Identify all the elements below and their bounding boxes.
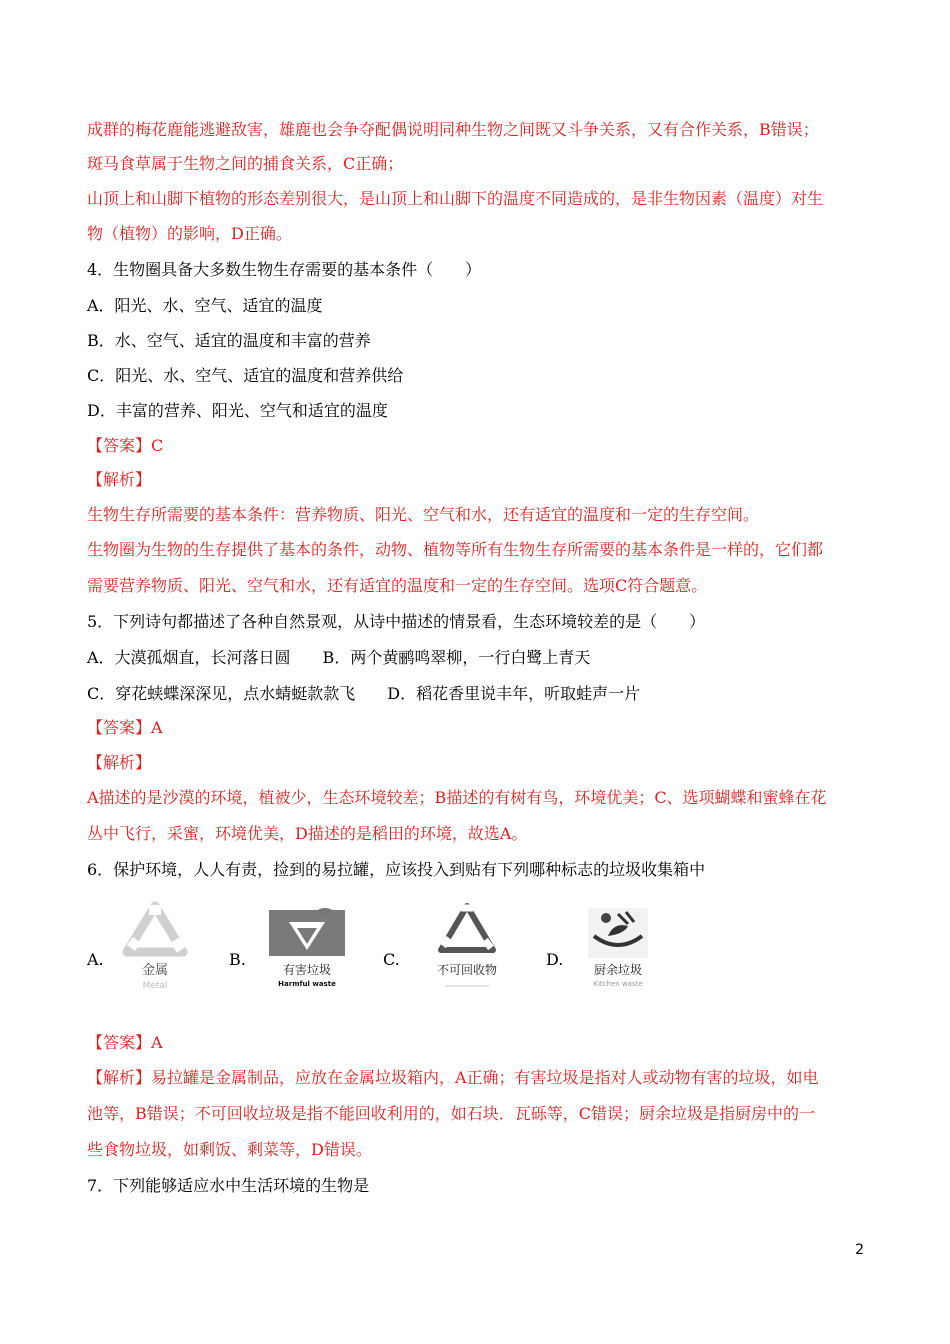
q5-options-ab: A．大漠孤烟直，长河落日圆 B．两个黄鹂鸣翠柳，一行白鹭上青天 xyxy=(87,648,591,667)
q6-choice-c xyxy=(383,896,523,996)
q4-answer: 【答案】C xyxy=(87,436,164,455)
q3-analysis-line2: 斑马食草属于生物之间的捕食关系，C正确； xyxy=(87,154,404,173)
q4-analysis-line1: 生物生存所需要的基本条件：营养物质、阳光、空气和水，还有适宜的温度和一定的生存空间。 xyxy=(87,505,760,524)
q6-choice-a xyxy=(87,896,227,996)
q4-analysis-line2: 生物圈为生物的生存提供了基本的条件，动物、植物等所有生物生存所需要的基本条件是一样的，它们都 xyxy=(87,540,824,559)
q7-stem: 7．下列能够适应水中生活环境的生物是 xyxy=(87,1176,370,1195)
q4-option-d: D．丰富的营养、阳光、空气和适宜的温度 xyxy=(87,401,388,420)
harmful-waste-icon xyxy=(267,896,347,992)
q3-analysis-line3: 山顶上和山脚下植物的形态差别很大，是山顶上和山脚下的温度不同造成的，是非生物因素（温度）对生 xyxy=(87,189,824,208)
q4-option-c: C．阳光、水、空气、适宜的温度和营养供给 xyxy=(87,366,404,385)
metal-recycle-icon xyxy=(115,896,195,992)
q4-option-b: B．水、空气、适宜的温度和丰富的营养 xyxy=(87,331,371,350)
q4-option-a: A．阳光、水、空气、适宜的温度 xyxy=(87,296,323,315)
q5-answer: 【答案】A xyxy=(87,718,163,737)
non-recyclable-icon xyxy=(427,896,507,992)
q3-analysis-line1: 成群的梅花鹿能逃避敌害，雄鹿也会争夺配偶说明同种生物之间既又斗争关系，又有合作关系，B错误； xyxy=(87,120,819,139)
q6-answer: 【答案】A xyxy=(87,1033,163,1052)
q5-analysis-line2: 丛中飞行，采蜜，环境优美，D描述的是稻田的环境，故选A。 xyxy=(87,824,528,843)
q5-stem: 5．下列诗句都描述了各种自然景观，从诗中描述的情景看，生态环境较差的是（ ） xyxy=(87,612,706,631)
q4-stem: 4．生物圈具备大多数生物生存需要的基本条件（ ） xyxy=(87,260,482,279)
q3-analysis-line4: 物（植物）的影响，D正确。 xyxy=(87,224,292,243)
harmful-label-cn: 有害垃圾 xyxy=(282,963,332,977)
metal-label-cn: 金属 xyxy=(141,963,169,978)
kitchen-label-cn: 厨余垃圾 xyxy=(593,963,643,977)
page-number: 2 xyxy=(855,1242,864,1258)
metal-label-en: Metal xyxy=(142,981,168,991)
choice-letter: D. xyxy=(546,950,564,969)
q6-analysis-line3: 些食物垃圾，如剩饭、剩菜等，D错误。 xyxy=(87,1140,372,1159)
q6-choice-d xyxy=(546,896,686,996)
q6-choice-b xyxy=(229,896,369,996)
q4-analysis-line3: 需要营养物质、阳光、空气和水，还有适宜的温度和一定的生存空间。选项C符合题意。 xyxy=(87,576,708,595)
non-recyclable-label-cn: 不可回收物 xyxy=(436,963,498,977)
kitchen-waste-icon xyxy=(578,896,658,992)
q4-analysis-label: 【解析】 xyxy=(87,470,152,489)
q6-analysis-line2: 池等，B错误；不可回收垃圾是指不能回收利用的，如石块．瓦砾等，C错误；厨余垃圾是指厨房中的一 xyxy=(87,1104,816,1123)
kitchen-label-en: Kitchen waste xyxy=(593,980,643,988)
harmful-label-en: Harmful waste xyxy=(278,980,336,988)
choice-letter: B. xyxy=(229,950,246,969)
q5-options-cd: C．穿花蛱蝶深深见，点水蜻蜓款款飞 D．稻花香里说丰年，听取蛙声一片 xyxy=(87,684,641,703)
q6-analysis-line1: 【解析】易拉罐是金属制品，应放在金属垃圾箱内，A正确；有害垃圾是指对人或动物有害的垃圾，如电 xyxy=(87,1068,819,1087)
q5-analysis-line1: A描述的是沙漠的环境，植被少，生态环境较差；B描述的有树有鸟，环境优美；C、选项蝴蝶和蜜蜂在花 xyxy=(87,788,827,807)
q5-analysis-label: 【解析】 xyxy=(87,753,152,772)
choice-letter: A. xyxy=(87,950,104,969)
q6-stem: 6．保护环境，人人有责，捡到的易拉罐，应该投入到贴有下列哪种标志的垃圾收集箱中 xyxy=(87,860,706,879)
choice-letter: C. xyxy=(383,950,400,969)
